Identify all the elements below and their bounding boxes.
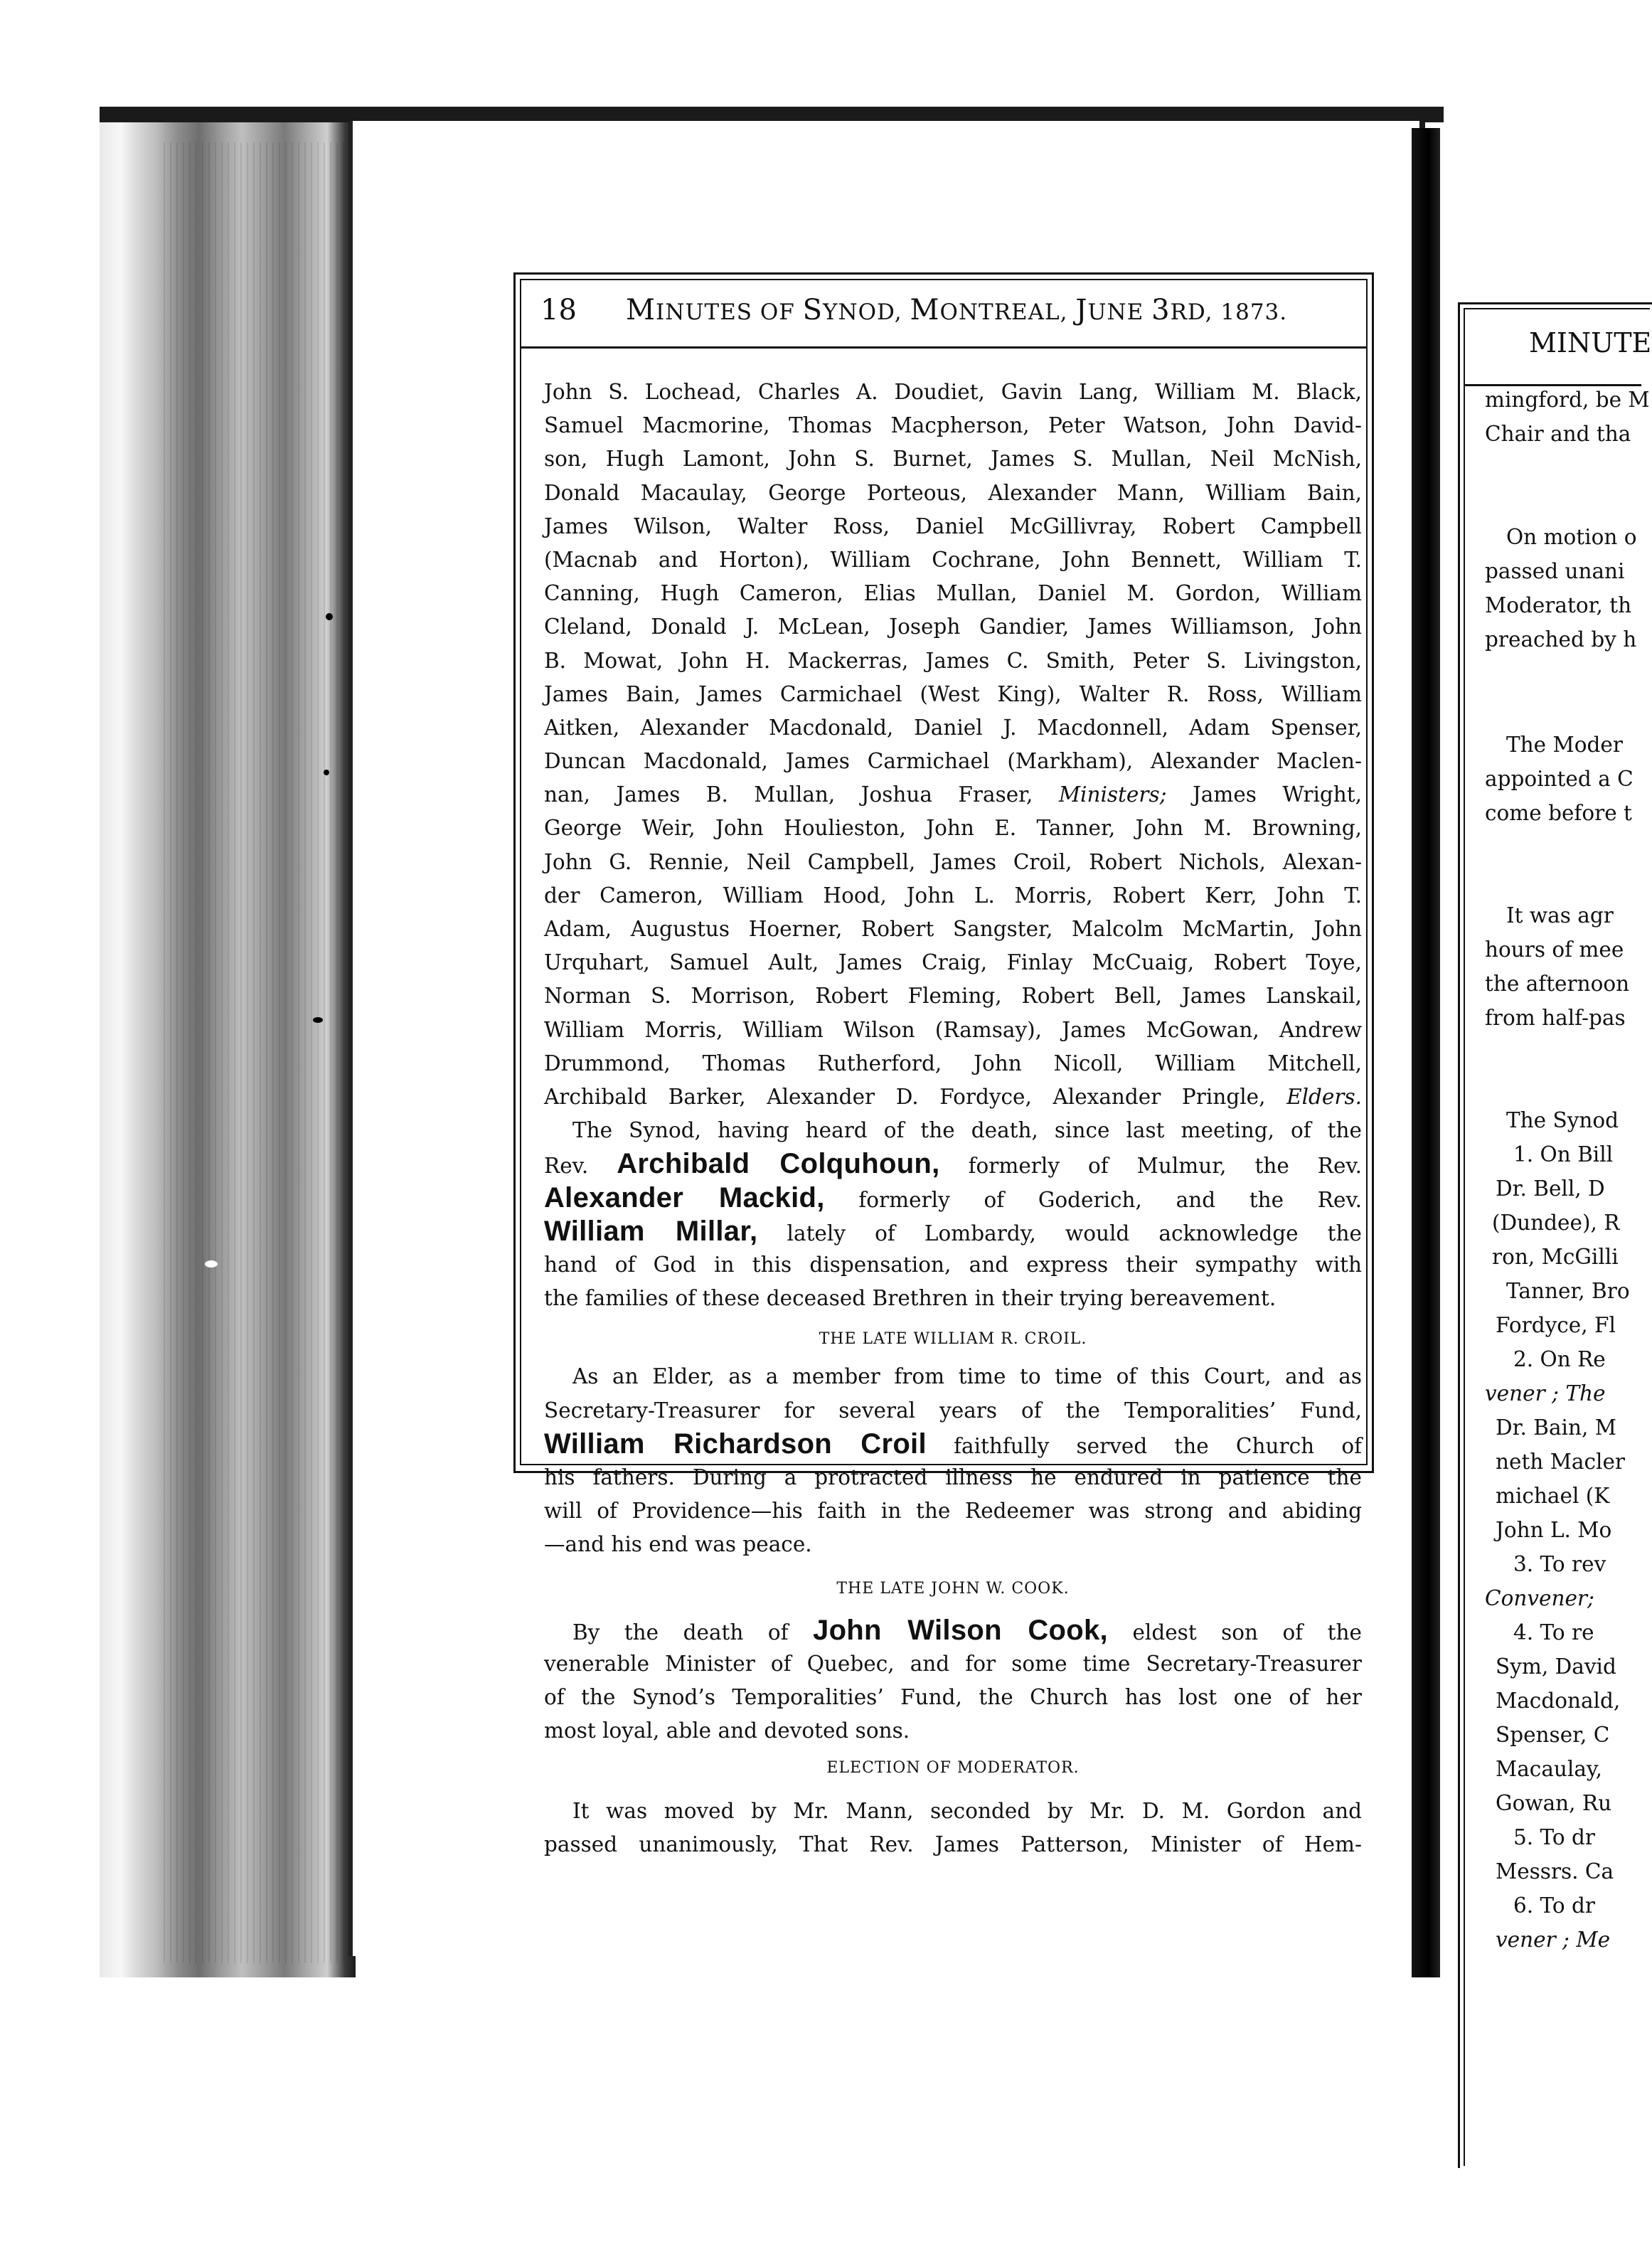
right-page-line: appointed a C xyxy=(1485,767,1634,791)
text-line xyxy=(544,1080,1362,1114)
right-page-line: 3. To rev xyxy=(1513,1552,1606,1576)
text-fragment: By the death of xyxy=(572,1620,814,1645)
book-gutter xyxy=(1412,128,1440,1977)
text-line: venerable Minister of Quebec, and for some time Secretary-Treasurer xyxy=(544,1651,1362,1676)
deceased-name: Alexander Mackid, xyxy=(544,1181,825,1213)
scan-speck xyxy=(324,770,329,775)
text-line xyxy=(544,1614,1362,1647)
text-line: Urquhart, Samuel Ault, James Craig, Finlay McCuaig, Robert Toye, xyxy=(544,950,1362,975)
right-page-line: Chair and tha xyxy=(1485,422,1631,446)
text-line: John S. Lochead, Charles A. Doudiet, Gavin Lang, William M. Black, xyxy=(544,380,1362,404)
text-fragment: Rev. xyxy=(544,1154,617,1179)
text-line: will of Providence—his faith in the Redeemer was strong and abiding xyxy=(544,1499,1362,1524)
header-part: RD, 1873. xyxy=(1170,299,1288,325)
right-page-line: Messrs. Ca xyxy=(1496,1859,1614,1884)
right-page-line: hours of mee xyxy=(1485,937,1624,962)
text-line xyxy=(544,1215,1362,1248)
text-line: The Synod, having heard of the death, since last meeting, of the xyxy=(572,1118,1362,1143)
right-page-line: passed unani xyxy=(1485,559,1625,583)
book-page-edge-lines xyxy=(164,142,348,1963)
right-page-line: The Moder xyxy=(1506,733,1623,757)
croil-paragraph xyxy=(544,1360,1362,1561)
section-heading-moderator: ELECTION OF MODERATOR. xyxy=(826,1758,1080,1777)
right-page-line: Spenser, C xyxy=(1496,1723,1610,1747)
text-line: John G. Rennie, Neil Campbell, James Croil, Robert Nichols, Alexan- xyxy=(544,849,1362,874)
running-header xyxy=(626,294,1344,326)
ministers-label: Ministers; xyxy=(1058,782,1167,807)
section-heading-cook: THE LATE JOHN W. COOK. xyxy=(836,1579,1070,1598)
deceased-name: William Millar, xyxy=(544,1215,758,1247)
text-fragment: lately of Lombardy, would acknowledge the xyxy=(757,1221,1362,1245)
scan-speck xyxy=(326,613,333,620)
right-page-line: 4. To re xyxy=(1513,1620,1594,1645)
text-line xyxy=(544,1147,1362,1181)
text-line: William Morris, William Wilson (Ramsay), James McGowan, Andrew xyxy=(544,1017,1362,1042)
text-fragment: formerly of Mulmur, the Rev. xyxy=(939,1154,1363,1179)
text-fragment: eldest son of the xyxy=(1107,1620,1362,1645)
text-line: Canning, Hugh Cameron, Elias Mullan, Daniel M. Gordon, William xyxy=(544,581,1362,606)
text-line: George Weir, John Houlieston, John E. Tanner, John M. Browning, xyxy=(544,816,1362,841)
text-fragment: James Wright, xyxy=(1166,782,1363,807)
right-page-line: vener ; Me xyxy=(1496,1928,1611,1952)
scan-margin xyxy=(0,0,107,2242)
right-page-line: It was agr xyxy=(1506,903,1614,928)
header-part: J xyxy=(1075,294,1088,326)
right-page-line: Macaulay, xyxy=(1496,1757,1603,1781)
text-line: Adam, Augustus Hoerner, Robert Sangster, Malcolm McMartin, John xyxy=(544,917,1362,941)
header-rule xyxy=(520,346,1366,349)
right-page-line: Fordyce, Fl xyxy=(1496,1313,1616,1337)
text-line xyxy=(544,778,1362,812)
text-line: As an Elder, as a member from time to time of this Court, and as xyxy=(572,1364,1362,1389)
header-part: ONTREAL, xyxy=(939,299,1076,325)
right-page-line: preached by h xyxy=(1485,627,1637,652)
deaths-paragraph xyxy=(544,1114,1362,1315)
header-part: YNOD, xyxy=(823,299,910,325)
right-page-line: Macdonald, xyxy=(1496,1689,1621,1713)
right-page-line: (Dundee), R xyxy=(1492,1211,1620,1235)
header-part: M xyxy=(910,294,940,326)
elders-label: Elders. xyxy=(1286,1084,1362,1109)
scan-speck xyxy=(205,1260,218,1268)
deceased-name: Archibald Colquhoun, xyxy=(617,1148,940,1180)
header-part: INUTES OF xyxy=(655,299,803,325)
right-page-line: 6. To dr xyxy=(1513,1893,1596,1918)
right-page-line: Dr. Bain, M xyxy=(1496,1415,1616,1440)
right-page-line: from half-pas xyxy=(1485,1006,1626,1030)
text-line: James Wilson, Walter Ross, Daniel McGillivray, Robert Campbell xyxy=(544,514,1362,538)
text-line xyxy=(544,1428,1362,1461)
moderator-paragraph xyxy=(544,1795,1362,1861)
text-line: passed unanimously, That Rev. James Patterson, Minister of Hem- xyxy=(544,1832,1362,1856)
deceased-name: John Wilson Cook, xyxy=(813,1614,1108,1646)
text-line xyxy=(544,1181,1362,1215)
right-page-line: 5. To dr xyxy=(1513,1825,1596,1849)
text-line: Aitken, Alexander Macdonald, Daniel J. Macdonnell, Adam Spenser, xyxy=(544,715,1362,740)
page-body xyxy=(544,376,1362,1861)
text-fragment: faithfully served the Church of xyxy=(926,1433,1362,1458)
right-page-line: ron, McGilli xyxy=(1492,1245,1619,1269)
right-page-line: 2. On Re xyxy=(1513,1347,1606,1371)
text-line: der Cameron, William Hood, John L. Morris, Robert Kerr, John T. xyxy=(544,883,1362,908)
right-page-header-rule xyxy=(1464,384,1641,386)
text-line: (Macnab and Horton), William Cochrane, John Bennett, William T. xyxy=(544,547,1362,572)
text-line: hand of God in this dispensation, and express their sympathy with xyxy=(544,1252,1362,1277)
page-number: 18 xyxy=(540,294,577,326)
right-page-line: John L. Mo xyxy=(1496,1518,1612,1542)
text-line: his fathers. During a protracted illness he endured in patience the xyxy=(544,1465,1362,1489)
text-line: Drummond, Thomas Rutherford, John Nicoll, William Mitchell, xyxy=(544,1051,1362,1075)
right-page-line: Sym, David xyxy=(1496,1654,1616,1679)
text-line: B. Mowat, John H. Mackerras, James C. Smith, Peter S. Livingston, xyxy=(544,648,1362,673)
header-part: UNE xyxy=(1087,299,1152,325)
right-page-line: mingford, be M xyxy=(1485,388,1650,412)
deceased-name: William Richardson Croil xyxy=(544,1428,927,1460)
text-fragment: nan, James B. Mullan, Joshua Fraser, xyxy=(544,782,1059,807)
header-part: S xyxy=(802,294,824,326)
text-line: of the Synod’s Temporalities’ Fund, the Church has lost one of her xyxy=(544,1685,1362,1710)
text-line: Norman S. Morrison, Robert Fleming, Robert Bell, James Lanskail, xyxy=(544,984,1362,1009)
right-page-running-header: MINUTE xyxy=(1529,327,1652,358)
text-line: the families of these deceased Brethren in their trying bereavement. xyxy=(544,1286,1277,1311)
scan-speck xyxy=(313,1017,323,1023)
right-page-line: Gowan, Ru xyxy=(1496,1791,1612,1815)
right-page-line: On motion o xyxy=(1506,525,1637,549)
right-page-frame-inner xyxy=(1464,308,1650,2166)
right-page-line: the afternoon xyxy=(1485,972,1630,996)
cook-paragraph xyxy=(544,1614,1362,1748)
text-line: —and his end was peace. xyxy=(544,1532,812,1557)
right-page-line: Dr. Bell, D xyxy=(1496,1176,1605,1201)
text-line: son, Hugh Lamont, John S. Burnet, James S. Mullan, Neil McNish, xyxy=(544,447,1362,472)
book-top-edge xyxy=(100,107,1444,122)
text-line: Samuel Macmorine, Thomas Macpherson, Peter Watson, John David- xyxy=(544,413,1362,438)
right-page-line: Moderator, th xyxy=(1485,593,1632,617)
header-part: M xyxy=(626,294,656,326)
text-line: most loyal, able and devoted sons. xyxy=(544,1718,910,1743)
header-part: 3 xyxy=(1151,294,1171,326)
right-page-line: Convener; xyxy=(1485,1586,1594,1610)
section-heading-croil: THE LATE WILLIAM R. CROIL. xyxy=(819,1330,1087,1349)
right-page-line: come before t xyxy=(1485,801,1632,825)
text-fragment: formerly of Goderich, and the Rev. xyxy=(824,1187,1362,1212)
attendance-list xyxy=(544,376,1362,1114)
right-page-line: The Synod xyxy=(1506,1108,1619,1132)
right-page-line: vener ; The xyxy=(1485,1381,1606,1406)
text-line: Cleland, Donald J. McLean, Joseph Gandier, James Williamson, John xyxy=(544,615,1362,639)
right-page-line: Tanner, Bro xyxy=(1506,1279,1630,1303)
text-line: Secretary-Treasurer for several years of the Temporalities’ Fund, xyxy=(544,1398,1362,1423)
text-line: Donald Macaulay, George Porteous, Alexander Mann, William Bain, xyxy=(544,480,1362,505)
text-line: Duncan Macdonald, James Carmichael (Markham), Alexander Maclen- xyxy=(544,749,1362,774)
text-line: It was moved by Mr. Mann, seconded by Mr. D. M. Gordon and xyxy=(572,1798,1362,1823)
right-page-line: neth Macler xyxy=(1496,1450,1625,1474)
text-line: James Bain, James Carmichael (West King), Walter R. Ross, William xyxy=(544,681,1362,706)
right-page-line: michael (K xyxy=(1496,1484,1610,1508)
right-page-line: 1. On Bill xyxy=(1513,1142,1614,1167)
text-fragment: Archibald Barker, Alexander D. Fordyce, Alexander Pringle, xyxy=(544,1084,1287,1109)
